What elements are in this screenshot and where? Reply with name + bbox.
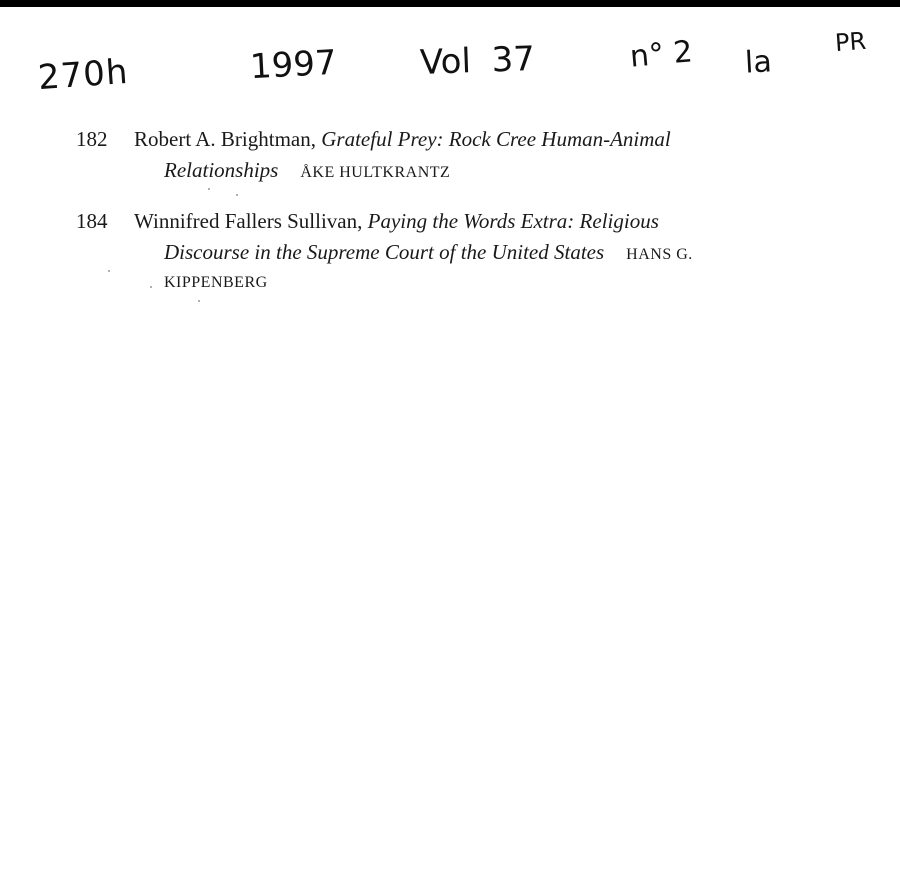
scan-speck xyxy=(108,270,110,272)
entry-title-line1: Paying the Words Extra: Religious xyxy=(367,209,659,233)
scan-speck xyxy=(150,286,152,288)
handwritten-language: la xyxy=(744,44,773,81)
entry-reviewer-continued: KIPPENBERG xyxy=(164,274,268,291)
scan-speck xyxy=(236,194,238,196)
scan-speck xyxy=(198,300,200,302)
entry-page-number: 184 xyxy=(76,209,108,233)
entry-author: Winnifred Fallers Sullivan, xyxy=(134,209,363,233)
entry-continuation xyxy=(134,237,836,270)
handwritten-abbreviation: PR xyxy=(834,26,868,58)
handwritten-issue: n° 2 xyxy=(628,34,695,75)
review-entry xyxy=(76,206,836,296)
entry-title-line2: Relationships xyxy=(164,158,279,182)
review-entry xyxy=(76,124,836,188)
entry-title-line2: Discourse in the Supreme Court of the United States xyxy=(164,240,605,264)
handwritten-call-number: 270h xyxy=(36,51,130,99)
entry-reviewer: ÅKE HULTKRANTZ xyxy=(300,164,451,181)
entry-citation xyxy=(134,206,836,296)
entry-citation xyxy=(134,124,836,188)
entry-page-number: 182 xyxy=(76,127,108,151)
handwritten-volume: Vol 37 xyxy=(419,39,536,83)
entry-continuation xyxy=(134,155,836,188)
entry-title-line1: Grateful Prey: Rock Cree Human-Animal xyxy=(321,127,671,151)
entry-reviewer: HANS G. xyxy=(626,246,693,263)
review-list xyxy=(76,124,836,314)
handwritten-year: 1997 xyxy=(249,42,338,88)
scan-speck xyxy=(208,188,210,190)
top-black-rule xyxy=(0,0,900,7)
handwritten-annotation xyxy=(0,26,900,100)
entry-author: Robert A. Brightman, xyxy=(134,127,316,151)
